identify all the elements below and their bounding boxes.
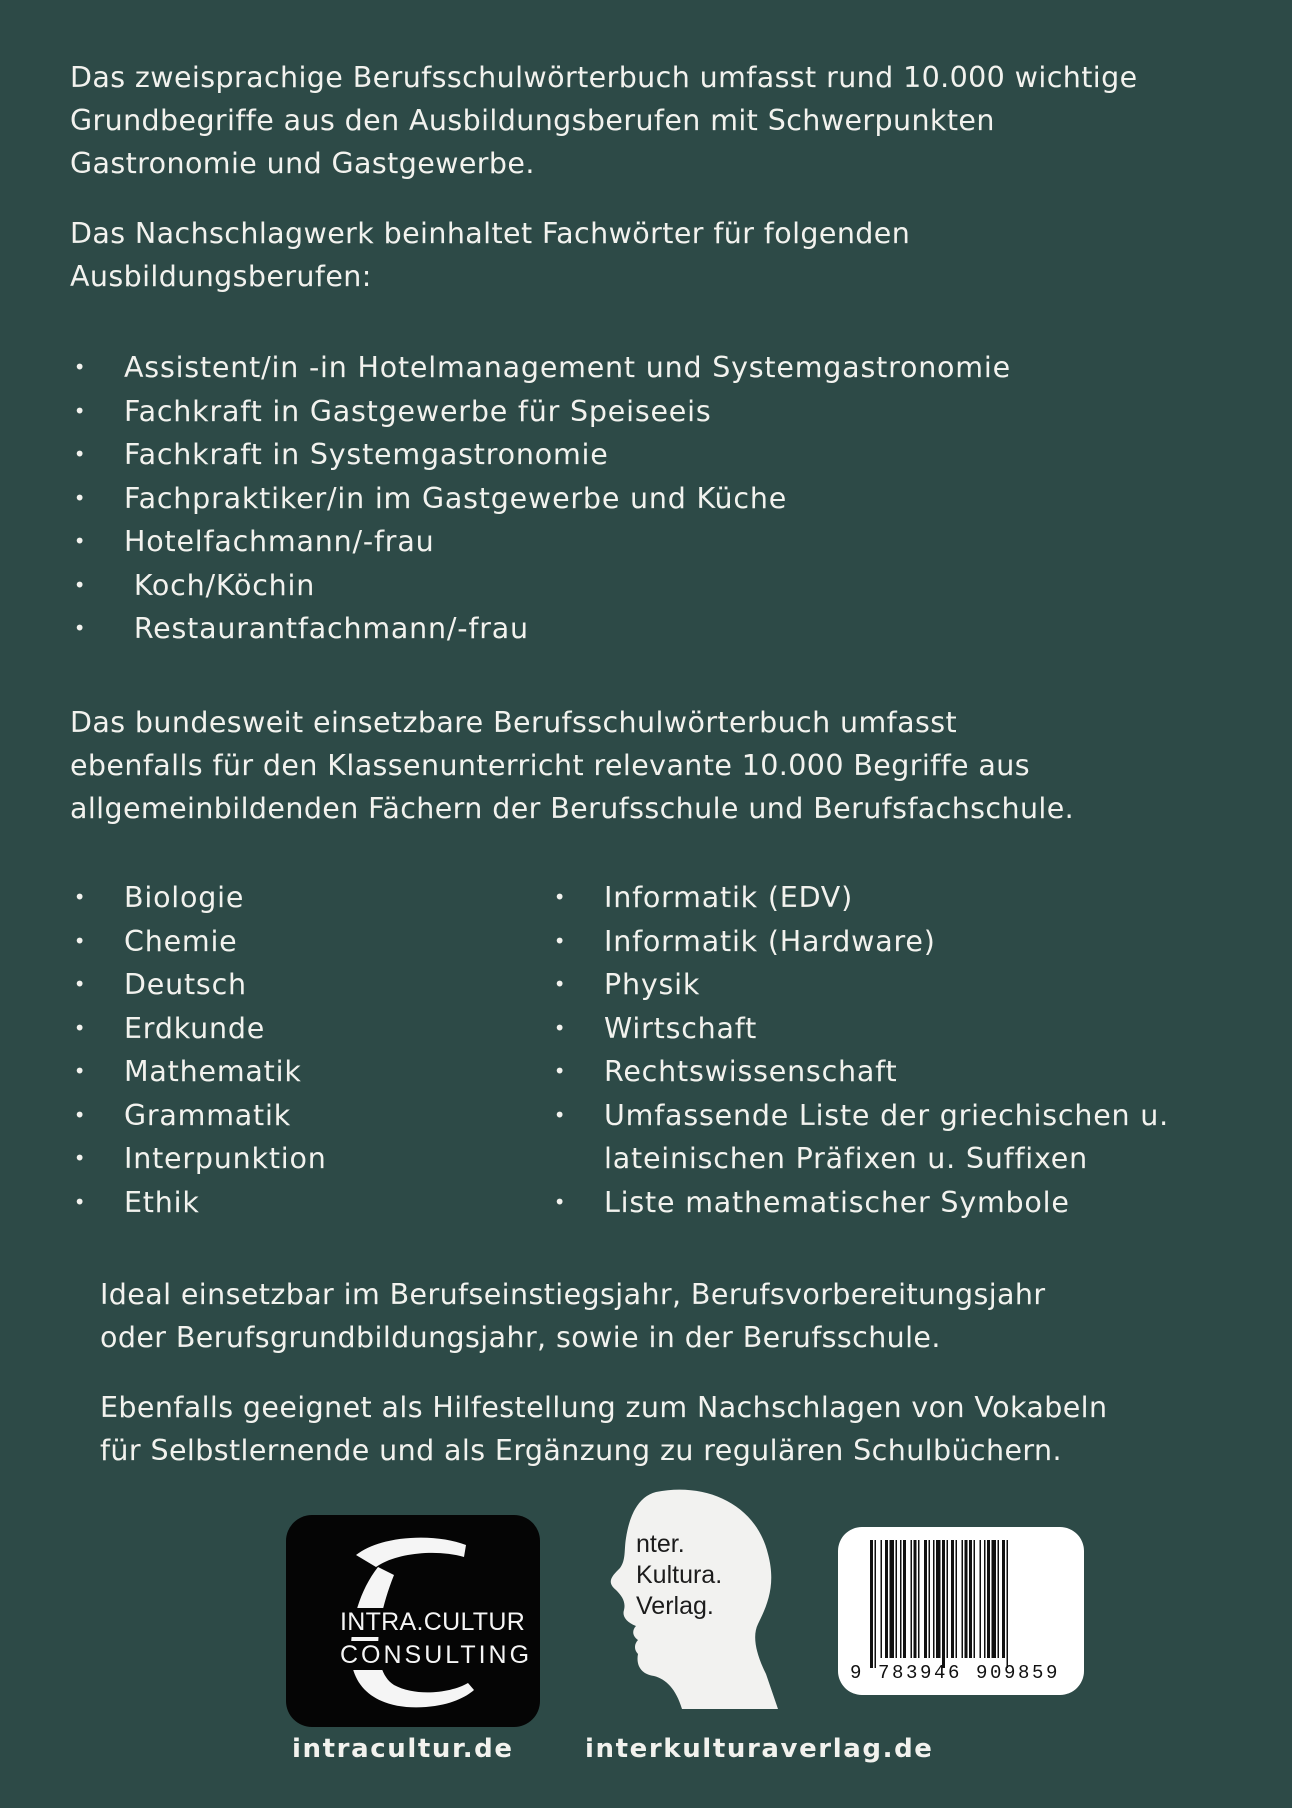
bullet-icon: • [553,1059,567,1083]
intracultur-line2: CONSULTING [340,1641,533,1669]
isbn-barcode [838,1527,1084,1695]
bullet-icon: • [553,928,567,953]
list-item: • Deutsch [124,963,327,1007]
bullet-icon: • [73,1102,87,1127]
bullet-icon: • [553,1189,567,1214]
list-item: • Interpunktion [124,1137,327,1181]
list-item: • Fachkraft in Gastgewerbe für Speiseeis [124,390,1011,434]
bullet-icon: • [73,616,87,640]
list-item: • Chemie [124,920,327,964]
list-item-continuation: lateinischen Präfixen u. Suffixen [604,1142,1088,1175]
bullet-icon: • [73,442,87,466]
ausbildungsberufe-list [73,346,1011,651]
list-item: • Liste mathematischer Symbole [604,1181,1169,1225]
url-interkulturaverlag[interactable]: interkulturaverlag.de [585,1734,934,1764]
intro-line: Grundbegriffe aus den Ausbildungsberufen mit Schwerpunkten [70,104,995,137]
bullet-icon: • [73,1146,87,1170]
bullet-icon: • [73,1059,87,1083]
bullet-icon: • [553,972,567,996]
list-item: • Rechtswissenschaft [604,1050,1169,1094]
isbn-number: 9 783946 909859 [850,1662,1061,1684]
bullet-icon: • [553,1015,567,1040]
bullet-icon: • [73,1189,87,1214]
intracultur-logo [286,1515,540,1727]
bundesweit-line: Das bundesweit einsetzbare Berufsschulwörterbuch umfasst [70,706,958,739]
bundesweit-line: ebenfalls für den Klassenunterricht relevante 10.000 Begriffe aus [70,749,1030,782]
ideal-paragraph [100,1273,1045,1359]
nachschlag-line: Ausbildungsberufen: [70,260,372,293]
faecher-list-left [73,876,327,1224]
interkultura-logo-text: nter. Kultura. Verlag. [636,1530,723,1620]
list-item: • Erdkunde [124,1007,327,1051]
url-intracultur[interactable]: intracultur.de [292,1734,514,1764]
ebenfalls-line: Ebenfalls geeignet als Hilfestellung zum Nachschlagen von Vokabeln [100,1391,1108,1424]
bullet-icon: • [73,398,87,423]
bullet-icon: • [73,529,87,553]
list-item: • Mathematik [124,1050,327,1094]
list-item: • Umfassende Liste der griechischen u. [604,1094,1169,1138]
nachschlag-paragraph [70,212,910,298]
list-item: • Informatik (EDV) [604,876,1169,920]
bullet-icon: • [73,572,87,597]
ebenfalls-paragraph [100,1386,1107,1472]
bullet-icon: • [73,1015,87,1040]
bullet-icon: • [73,885,87,909]
ideal-line: Ideal einsetzbar im Berufseinstiegsjahr, Berufsvorbereitungsjahr [100,1278,1046,1311]
list-item: • Assistent/in -in Hotelmanagement und Systemgastronomie [124,346,1011,390]
intro-line: Das zweisprachige Berufsschulwörterbuch umfasst rund 10.000 wichtige [70,61,1138,94]
list-item: • Physik [604,963,1169,1007]
bullet-icon: • [73,355,87,379]
bundesweit-line: allgemeinbildenden Fächern der Berufsschule und Berufsfachschule. [70,792,1075,825]
list-item: • Hotelfachmann/-frau [124,520,1011,564]
ebenfalls-line: für Selbstlernende und als Ergänzung zu regulären Schulbüchern. [100,1434,1062,1467]
nachschlag-line: Das Nachschlagwerk beinhaltet Fachwörter für folgenden [70,217,911,250]
list-item: • Koch/Köchin [124,564,1011,608]
intracultur-line1: INTRA.CULTUR [340,1608,526,1636]
bullet-icon: • [73,972,87,996]
bundesweit-paragraph [70,701,1074,830]
list-item: • Informatik (Hardware) [604,920,1169,964]
list-item: • Grammatik [124,1094,327,1138]
intro-paragraph [70,56,1138,185]
intro-line: Gastronomie und Gastgewerbe. [70,147,535,180]
list-item: • Wirtschaft [604,1007,1169,1051]
list-item: • Biologie [124,876,327,920]
list-item: • Fachpraktiker/in im Gastgewerbe und Küche [124,477,1011,521]
list-item: • Restaurantfachmann/-frau [124,607,1011,651]
list-item: • Ethik [124,1181,327,1225]
faecher-list-right [553,876,1169,1224]
bullet-icon: • [553,885,567,909]
ideal-line: oder Berufsgrundbildungsjahr, sowie in der Berufsschule. [100,1321,941,1354]
barcode-bars-icon [870,1540,1054,1668]
list-item: • Fachkraft in Systemgastronomie [124,433,1011,477]
bullet-icon: • [553,1102,567,1127]
bullet-icon: • [73,928,87,953]
bullet-icon: • [73,485,87,510]
